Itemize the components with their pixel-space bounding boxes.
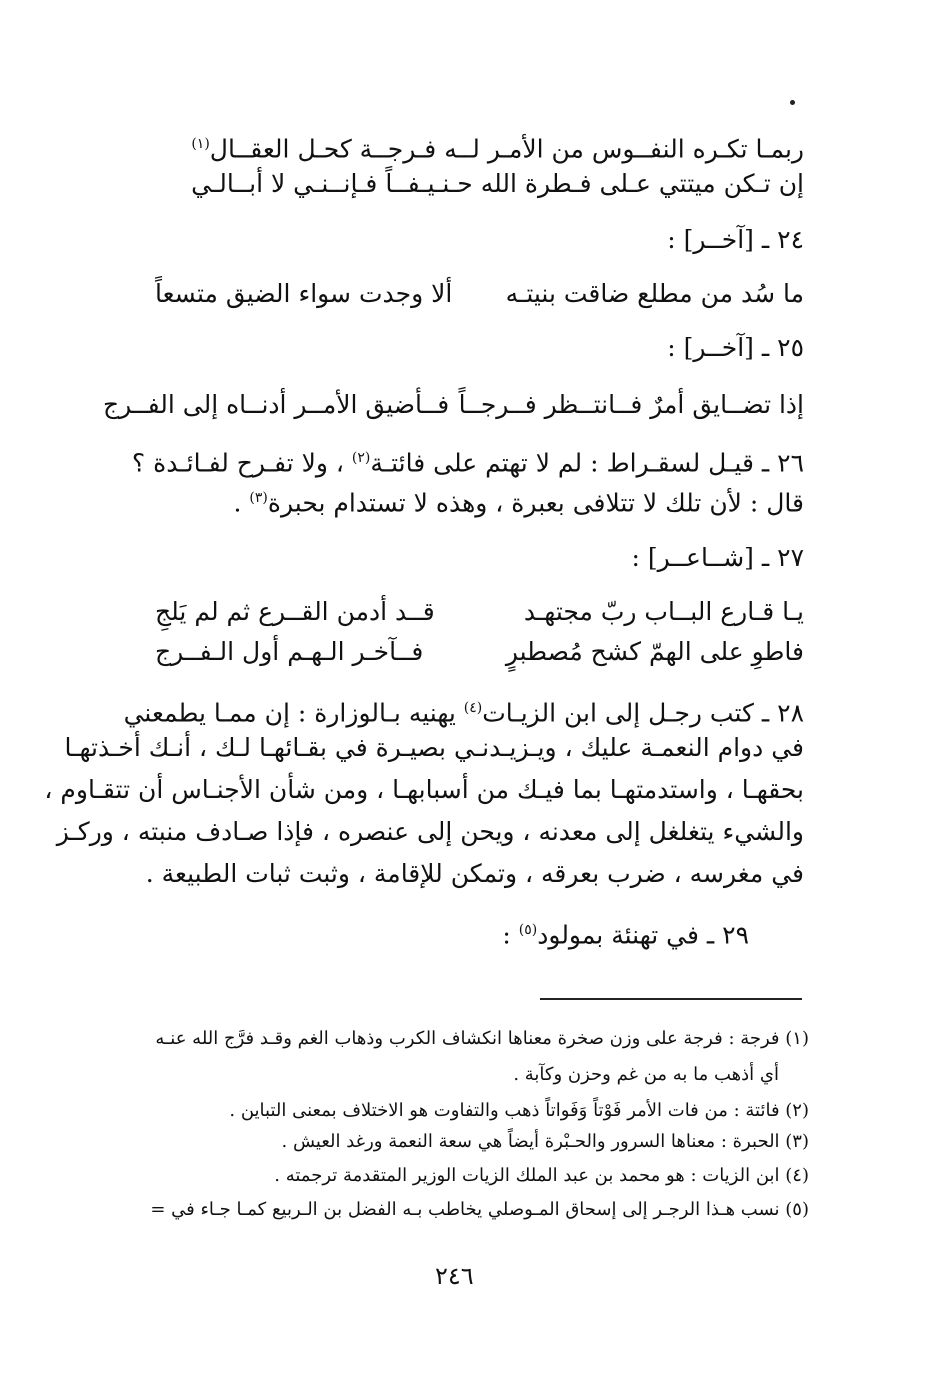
verse-hemistich: ما سُد من مطلع ضاقت بنيتـه	[505, 279, 804, 308]
section-heading: ٢٥ ـ [آخــر] :	[667, 333, 804, 362]
verse-hemistich: ألا وجدت سواء الضيق متسعاً	[155, 279, 453, 308]
footnote-ref: (٥)	[518, 922, 538, 938]
verse-hemistich: قــد أدمن القــرع ثم لم يَلجِ	[155, 597, 435, 626]
prose-line: والشيء يتغلغل إلى معدنه ، ويحن إلى عنصره ، فإذا صـادف منبته ، وركـز	[56, 817, 804, 846]
footnote-ref: (١)	[191, 136, 210, 152]
verse-hemistich: فــآخـر الـهـم أول الـفــرج	[155, 637, 424, 666]
footnote: (٢) فائتة : من فات الأمر فَوْتاً وَفَواتاً ذهب والتفاوت هو الاختلاف بمعنى التباين .	[229, 1100, 809, 1121]
verse-line: إن تـكن ميتتي عـلى فـطرة الله حـنـيـفــاً فـإنــنـي لا أبــالـي	[191, 169, 804, 198]
footnote: (٤) ابن الزيات : هو محمد بن عبد الملك الزيات الوزير المتقدمة ترجمته .	[274, 1165, 809, 1186]
footnote: أي أذهب ما به من غم وحزن وكآبة .	[513, 1064, 779, 1085]
footnote: (١) فرجة : فرجة على وزن صخرة معناها انكشاف الكرب وذهاب الغم وقـد فرَّج الله عنـه	[155, 1028, 809, 1049]
verse-hemistich: إذا تضــايق أمرٌ فــانتــظر فــرجــاً	[458, 390, 804, 419]
prose-line: في دوام النعمـة عليك ، ويـزيـدنـي بصيـرة في بقـائهـا لـك ، أنـك أخـذتهـا	[64, 733, 804, 762]
footnote-ref: (٤)	[463, 700, 483, 716]
section-heading: ٢٤ ـ [آخــر] :	[667, 225, 804, 254]
prose-line: ٢٨ ـ كتب رجـل إلى ابن الزيـات$^{(٤)}$ يهنيه بـالوزارة : إن ممـا يطمعني	[123, 698, 804, 728]
verse-line: ربمـا تكـره النفــوس من الأمـر لــه فـرجــة كحـل العقــال$^{(١)}$	[191, 134, 804, 164]
verse-hemistich: فــأضيق الأمــر أدنــاه إلى الفــرج	[103, 390, 450, 419]
ink-dot	[790, 100, 795, 105]
verse-hemistich: فاطوِ على الهمّ كشح مُصطبرٍ	[505, 637, 804, 666]
prose-line: بحقهـا ، واستدمتهـا بما فيـك من أسبابهـا ، ومن شأن الأجنـاس أن تتقـاوم ،	[44, 775, 804, 804]
footnote: (٥) نسب هـذا الرجـر إلى إسحاق المـوصلي يخاطب بـه الفضل بن الـربيع كمـا جـاء في =	[150, 1199, 809, 1220]
footnote: (٣) الحبرة : معناها السرور والحـبْرة أيضاً هي سعة النعمة ورغد العيش .	[281, 1131, 809, 1152]
prose-line: قال : لأن تلك لا تتلافى بعبرة ، وهذه لا تستدام بحبرة$^{(٣)}$ .	[233, 488, 804, 518]
section-heading: ٢٧ ـ [شــاعــر] :	[631, 543, 804, 572]
footnote-ref: (٣)	[249, 490, 268, 506]
footnote-separator	[540, 998, 802, 1000]
prose-line: ٢٩ ـ في تهنئة بمولود$^{(٥)}$ :	[502, 920, 749, 950]
verse-hemistich: يـا قـارع البــاب ربّ مجتهـد	[523, 597, 804, 626]
page-number: ٢٤٦	[435, 1262, 474, 1290]
prose-line: في مغرسه ، ضرب بعرقه ، وتمكن للإقامة ، وثبت ثبات الطبيعة .	[145, 859, 804, 888]
prose-line: ٢٦ ـ قيـل لسقـراط : لم لا تهتم على فائتـة$^{(٢)}$ ، ولا تفـرح لفـائـدة ؟	[131, 448, 804, 478]
footnote-ref: (٢)	[351, 450, 371, 466]
